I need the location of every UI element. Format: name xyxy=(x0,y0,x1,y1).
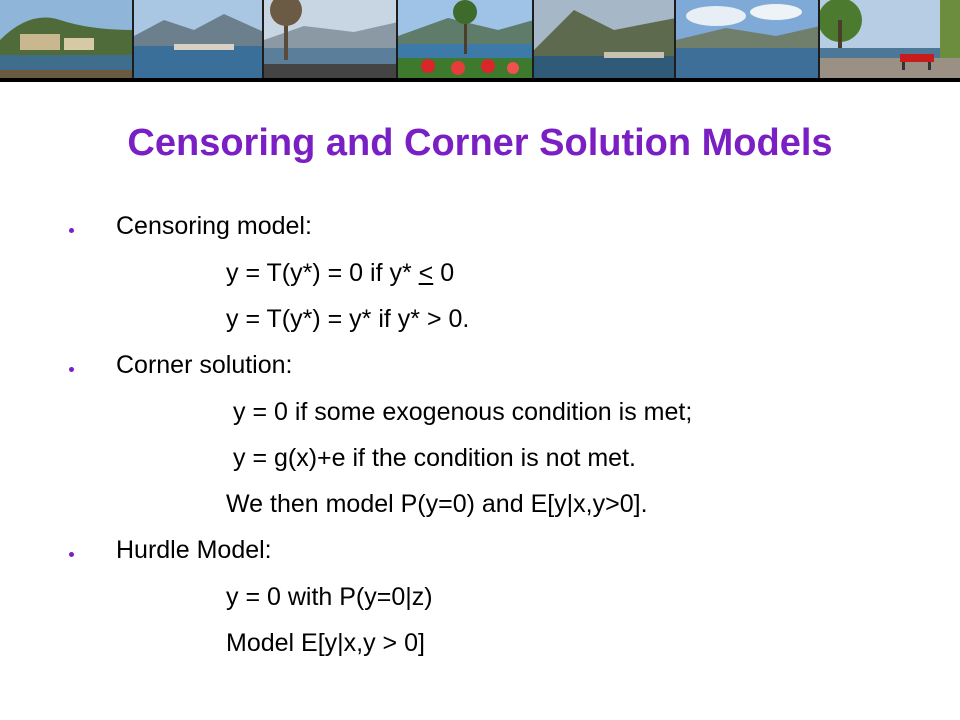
bullet-corner-solution: Corner solution: xyxy=(116,351,293,379)
bullet-marker xyxy=(69,552,74,557)
slide-title: Censoring and Corner Solution Models xyxy=(127,122,833,164)
bullet-marker xyxy=(69,228,74,233)
bullet-marker xyxy=(69,367,74,372)
bullet-censoring-model: Censoring model: xyxy=(116,212,312,240)
hurdle-equation-1: y = 0 with P(y=0|z) xyxy=(226,583,433,611)
corner-equation-2: y = g(x)+e if the condition is not met. xyxy=(233,444,636,472)
bullet-hurdle-model: Hurdle Model: xyxy=(116,536,272,564)
corner-equation-1: y = 0 if some exogenous condition is met; xyxy=(233,398,693,426)
less-equal-symbol: < xyxy=(418,259,434,287)
censoring-equation-1: y = T(y*) = 0 if y* < 0 xyxy=(226,259,455,287)
corner-model-note: We then model P(y=0) and E[y|x,y>0]. xyxy=(226,490,648,518)
hurdle-equation-2: Model E[y|x,y > 0] xyxy=(226,629,425,657)
censoring-equation-2: y = T(y*) = y* if y* > 0. xyxy=(226,305,470,333)
